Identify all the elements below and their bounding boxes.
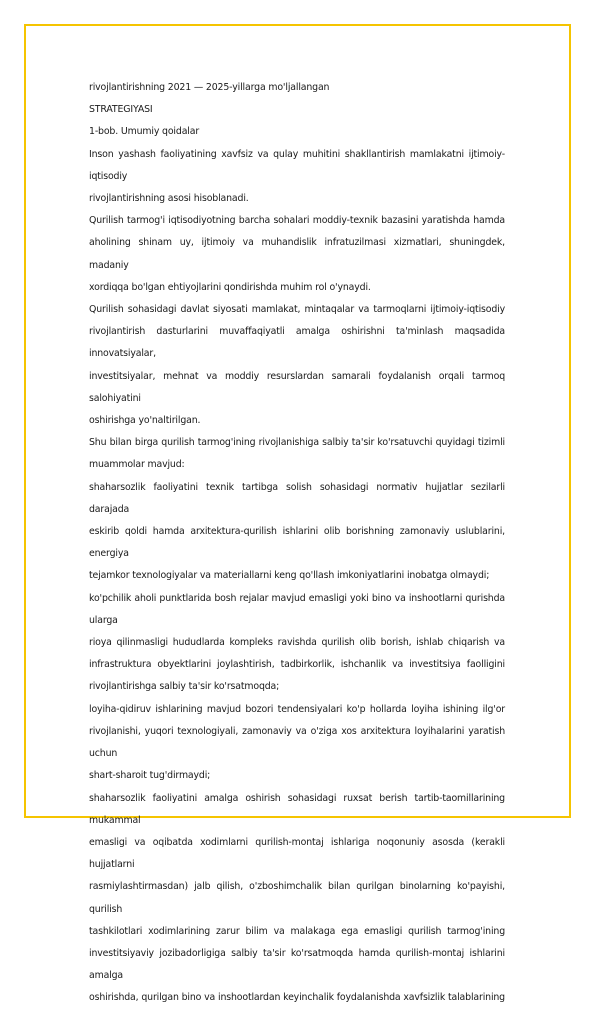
list-item-line: investitsiyaviy jozibadorligiga salbiy ta'sir ko'rsatmoqda hamda qurilish-montaj ishlarini amalga <box>89 947 505 982</box>
list-item-line: shart-sharoit tug'dirmaydi; <box>89 770 211 782</box>
list-item-line: shaharsozlik faoliyatini amalga oshirish sohasidagi ruxsat berish tartib-taomillarining mukammal <box>89 792 505 826</box>
paragraph-line: Inson yashash faoliyatining xavfsiz va qulay muhitini shakllantirish mamlakatni ijtimoiy-iqtisodiy <box>89 148 505 182</box>
list-item-line: tejamkor texnologiyalar va materiallarni keng qo'llash imkoniyatlarini inobatga olmaydi; <box>89 570 490 582</box>
list-item-line: loyiha-qidiruv ishlarining mavjud bozori tendensiyalari ko'p hollarda loyiha ishining ilg'or <box>89 703 505 715</box>
list-item-line: infrastruktura obyektlarini joylashtirish, tadbirkorlik, ishchanlik va investitsiya faolligini <box>89 659 505 671</box>
paragraph-line: investitsiyalar, mehnat va moddiy resurslardan samarali foydalanish orqali tarmoq salohiyatini <box>89 370 505 404</box>
list-item-line: emasligi va oqibatda xodimlarni qurilish-montaj ishlariga noqonuniy asosda (kerakli hujjatlarni <box>89 836 505 871</box>
strategy-heading: STRATEGIYASI <box>89 104 153 116</box>
paragraph-line: aholining shinam uy, ijtimoiy va muhandislik infratuzilmasi xizmatlari, shuningdek, madaniy <box>89 237 505 271</box>
chapter-heading: 1-bob. Umumiy qoidalar <box>89 126 200 138</box>
paragraph-line: Shu bilan birga qurilish tarmog'ining rivojlanishiga salbiy ta'sir ko'rsatuvchi quyidagi tizimli <box>89 437 505 449</box>
list-item-line: rioya qilinmasligi hududlarda kompleks ravishda qurilish olib borish, ishlab chiqarish va <box>89 637 505 649</box>
paragraph-line: rivojlantirish dasturlarini muvaffaqiyatli amalga oshirishni ta'minlash maqsadida innovatsiyalar, <box>89 326 505 360</box>
list-item-line: shaharsozlik faoliyatini texnik tartibga solish sohasidagi normativ hujjatlar sezilarli darajada <box>89 481 505 515</box>
list-item-line: ko'pchilik aholi punktlarida bosh rejalar mavjud emasligi yoki bino va inshootlarni qurishda ularga <box>89 592 505 626</box>
paragraph-line: oshirishga yo'naltirilgan. <box>89 415 201 427</box>
list-item-line: tashkilotlari xodimlarining zarur bilim va malakaga ega emasligi qurilish tarmog'ining <box>89 925 505 937</box>
strategy-title-line: rivojlantirishning 2021 — 2025-yillarga mo'ljallangan <box>89 82 330 93</box>
list-item-line: rivojlanishi, yuqori texnologiyali, zamonaviy va o'ziga xos arxitektura loyihalarini yaratish uchun <box>89 725 505 760</box>
list-item-line: rivojlantirishga salbiy ta'sir ko'rsatmoqda; <box>89 681 280 693</box>
paragraph-line: rivojlantirishning asosi hisoblanadi. <box>89 193 249 205</box>
paragraph-line: muammolar mavjud: <box>89 459 185 471</box>
paragraph-line: xordiqqa bo'lgan ehtiyojlarini qondirishda muhim rol o'ynaydi. <box>89 281 371 293</box>
paragraph-line: Qurilish sohasidagi davlat siyosati mamlakat, mintaqalar va tarmoqlarni ijtimoiy-iqtisodiy <box>89 304 505 316</box>
list-item-line: oshirishda, qurilgan bino va inshootlardan keyinchalik foydalanishda xavfsizlik talablarining <box>89 992 505 1004</box>
document-body <box>89 77 505 1010</box>
list-item-line: eskirib qoldi hamda arxitektura-qurilish ishlarini olib borishning zamonaviy uslublarini, energiya <box>89 526 505 560</box>
paragraph-line: Qurilish tarmog'i iqtisodiyotning barcha sohalari moddiy-texnik bazasini yaratishda hamda <box>89 215 505 227</box>
list-item-line: rasmiylashtirmasdan) jalb qilish, o'zboshimchalik bilan qurilgan binolarning ko'payishi, qurilish <box>89 881 505 915</box>
